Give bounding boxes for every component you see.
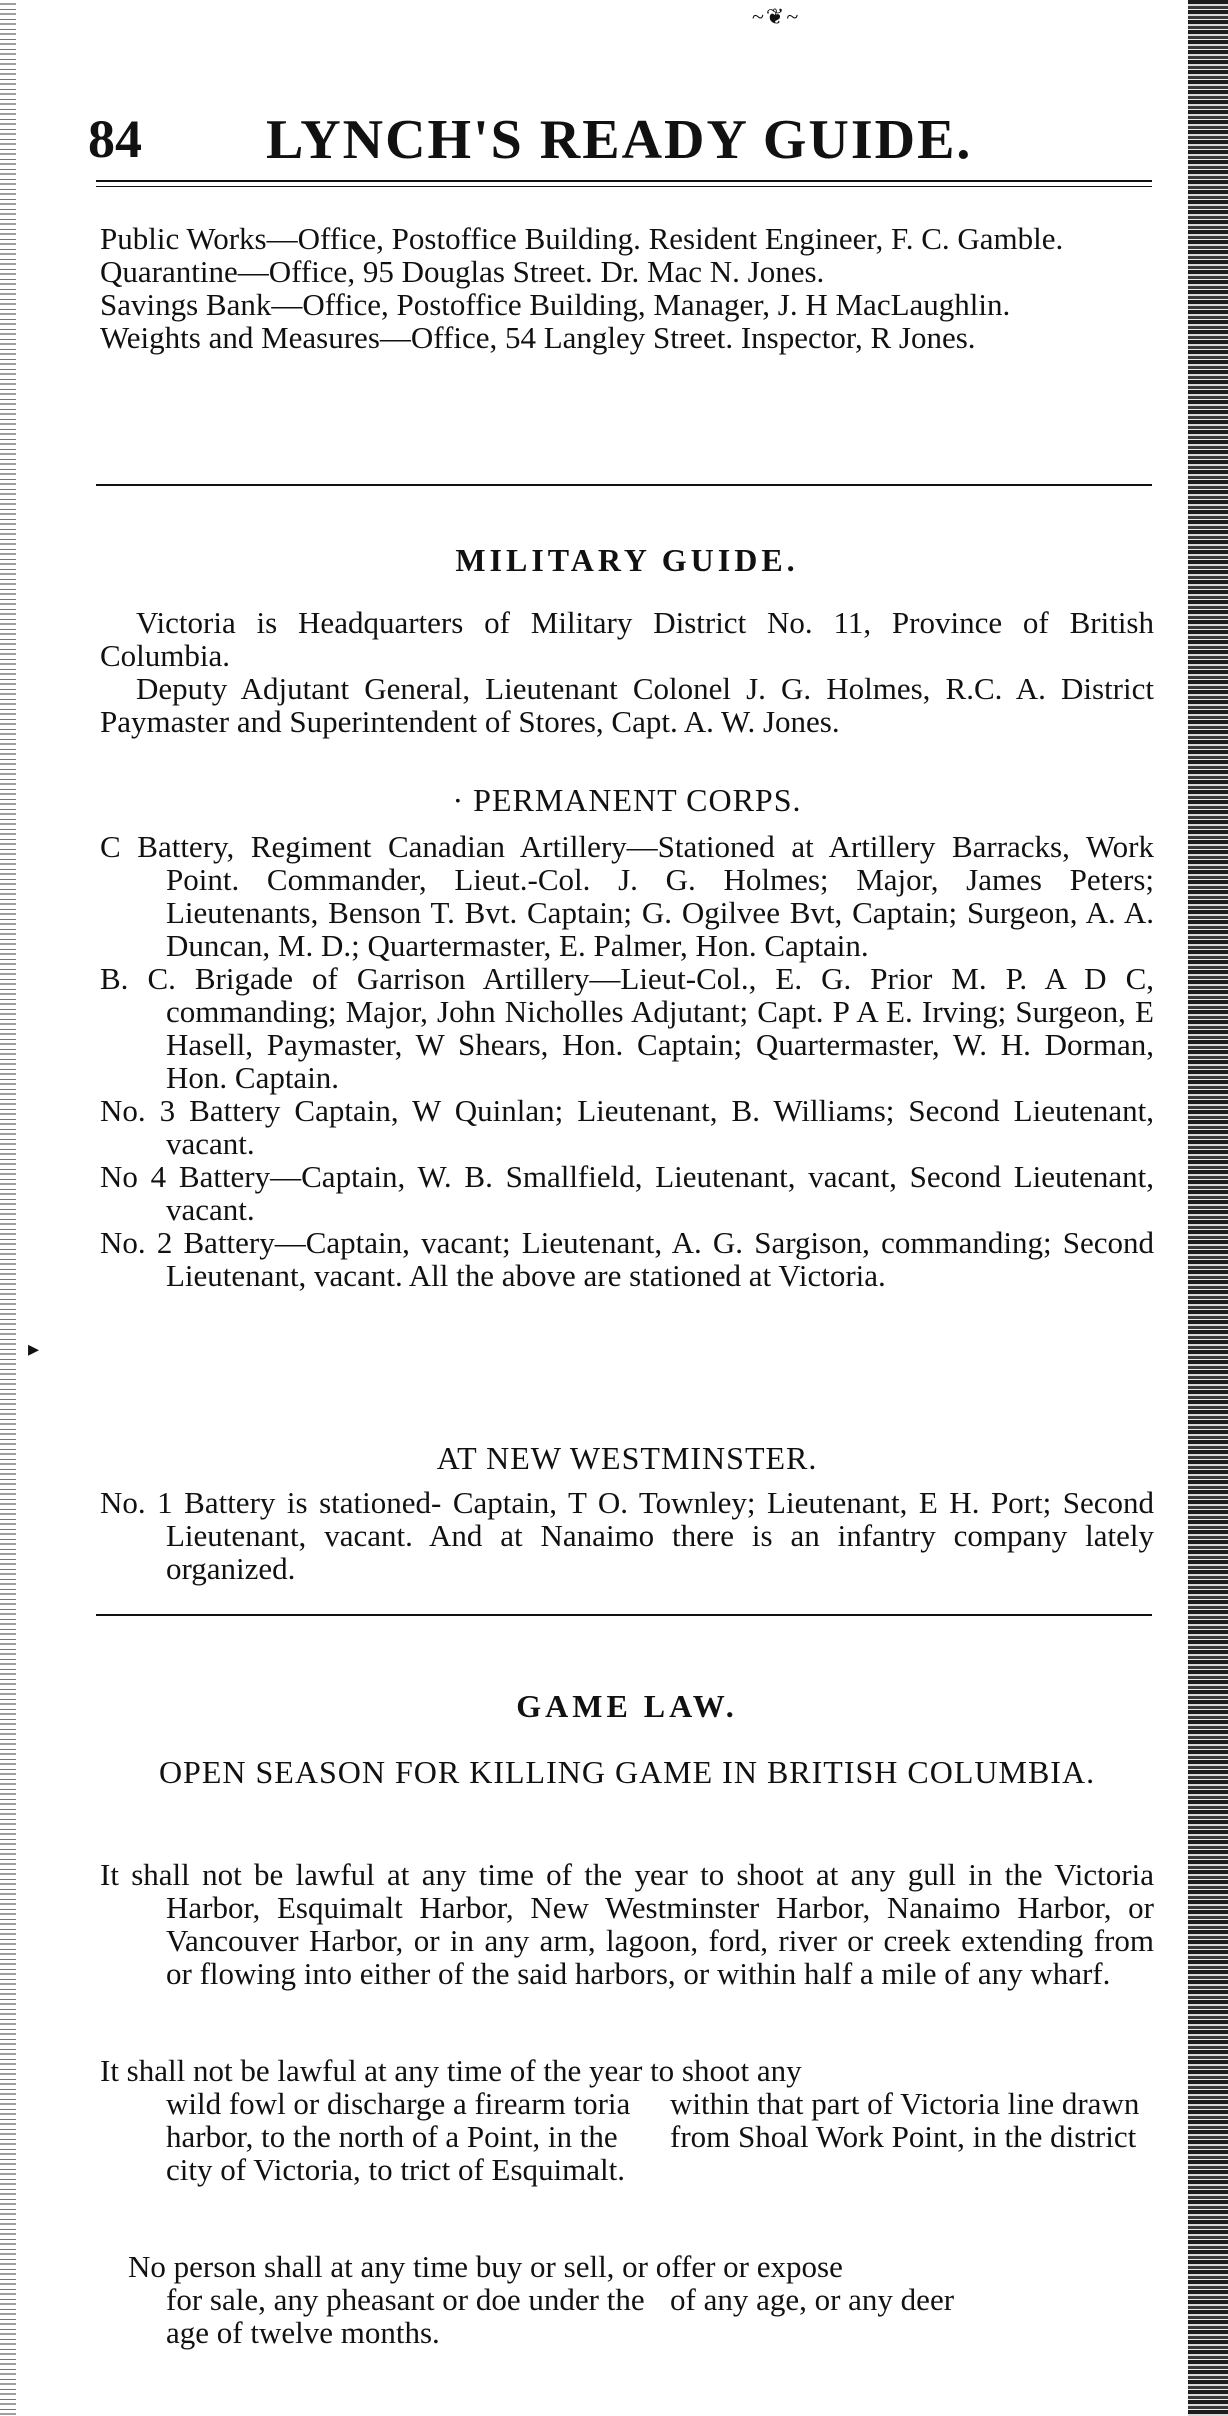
- game-law-paragraph-3: [100, 2250, 1154, 2349]
- wildfowl-regulation-lead: It shall not be lawful at any time of the year to shoot any: [100, 2053, 802, 2088]
- header-rule: [96, 180, 1152, 187]
- running-title: LYNCH'S READY GUIDE.: [266, 109, 973, 171]
- corps-entry: No. 3 Battery Captain, W Quinlan; Lieutenant, B. Williams; Second Lieutenant, vacant.: [100, 1093, 1154, 1161]
- margin-mark: ▸: [28, 1336, 40, 1361]
- public-works-entry: Public Works—Office, Postoffice Building. Resident Engineer, F. C. Gamble.: [100, 221, 1064, 256]
- left-binding-edge: [0, 0, 16, 2416]
- pheasant-regulation-lead: No person shall at any time buy or sell, or offer or expose: [128, 2249, 843, 2284]
- wildfowl-left-column: wild fowl or discharge a firearm toria harbor, to the north of a Point, in the city of Victoria, to trict of Esquimalt.: [166, 2086, 631, 2187]
- public-offices-list: [100, 222, 1154, 354]
- pheasant-right-column: of any age, or any deer: [670, 2282, 955, 2317]
- section-rule-2: [96, 1614, 1152, 1616]
- permanent-corps-heading: · PERMANENT CORPS.: [452, 782, 802, 818]
- game-law-title: GAME LAW.: [516, 1688, 738, 1724]
- military-intro-paragraph-2: Deputy Adjutant General, Lieutenant Colonel J. G. Holmes, R.C. A. District Paymaster and Superintendent of Stores, Capt. A. W. Jones.: [100, 671, 1154, 739]
- wildfowl-right-column: within that part of Victoria line drawn from Shoal Work Point, in the district: [670, 2086, 1140, 2154]
- gull-regulation: It shall not be lawful at any time of the year to shoot at any gull in the Victoria Harbor, Esquimalt Harbor, New Westminster Harbor, Nanaimo Harbor, or Vancouver Harbor, or in any arm, lagoon, ford, river or creek extending from or flowing into either of the said harbors, or within half a mile of any wharf.: [100, 1857, 1154, 1991]
- weights-measures-entry: Weights and Measures—Office, 54 Langley Street. Inspector, R Jones.: [100, 320, 976, 355]
- pheasant-left-column: for sale, any pheasant or doe under the age of twelve months.: [166, 2282, 645, 2350]
- permanent-corps-list: [100, 830, 1154, 1292]
- corps-entry: C Battery, Regiment Canadian Artillery—Stationed at Artillery Barracks, Work Point. Commander, Lieut.-Col. J. G. Holmes; Major, James Peters; Lieutenants, Benson T. Bvt. Captain; G. Ogilvee Bvt, Captain; Surgeon, A. A. Duncan, M. D.; Quartermaster, E. Palmer, Hon. Captain.: [100, 829, 1154, 963]
- page-header: [88, 108, 1148, 171]
- right-page-edge: [1188, 0, 1228, 2416]
- new-westminster-block: [100, 1486, 1154, 1585]
- corps-entry: No 4 Battery—Captain, W. B. Smallfield, Lieutenant, vacant, Second Lieutenant, vacant.: [100, 1159, 1154, 1227]
- new-westminster-entry: No. 1 Battery is stationed- Captain, T O. Townley; Lieutenant, E H. Port; Second Lieutenant, vacant. And at Nanaimo there is an infantry company lately organized.: [100, 1485, 1154, 1586]
- military-guide-title: MILITARY GUIDE.: [455, 542, 799, 578]
- game-law-paragraph-2: [100, 2054, 1154, 2186]
- corps-entry: No. 2 Battery—Captain, vacant; Lieutenant, A. G. Sargison, commanding; Second Lieutenant, vacant. All the above are stationed at Victoria.: [100, 1225, 1154, 1293]
- page-number: 84: [88, 109, 142, 169]
- new-westminster-heading: AT NEW WESTMINSTER.: [436, 1440, 818, 1476]
- quarantine-entry: Quarantine—Office, 95 Douglas Street. Dr. Mac N. Jones.: [100, 254, 825, 289]
- game-law-paragraph-1: [100, 1858, 1154, 1990]
- wildfowl-regulation-columns: [100, 2087, 1154, 2186]
- military-intro: [100, 606, 1154, 738]
- pheasant-regulation-columns: [100, 2283, 1154, 2349]
- section-rule-1: [96, 484, 1152, 486]
- top-ornament: ~❦~: [752, 4, 801, 29]
- open-season-heading: OPEN SEASON FOR KILLING GAME IN BRITISH COLUMBIA.: [158, 1754, 1096, 1790]
- savings-bank-entry: Savings Bank—Office, Postoffice Building, Manager, J. H MacLaughlin.: [100, 287, 1011, 322]
- corps-entry: B. C. Brigade of Garrison Artillery—Lieut-Col., E. G. Prior M. P. A D C, commanding; Major, John Nicholles Adjutant; Capt. P A E. Irving; Surgeon, E Hasell, Paymaster, W Shears, Hon. Captain; Quartermaster, W. H. Dorman, Hon. Captain.: [100, 961, 1154, 1095]
- military-intro-paragraph-1: Victoria is Headquarters of Military District No. 11, Province of British Columbia.: [100, 605, 1154, 673]
